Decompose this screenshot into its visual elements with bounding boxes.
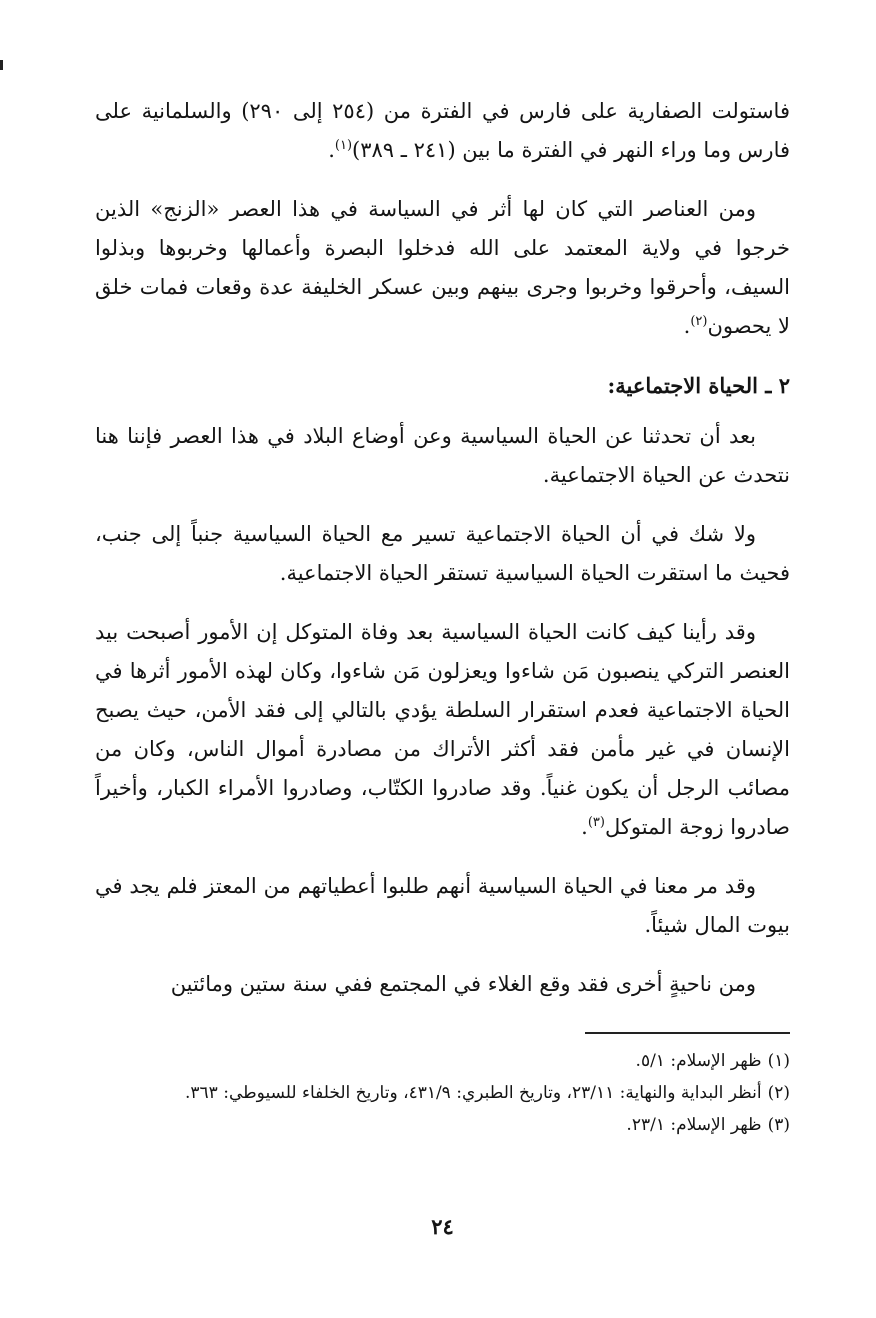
page-number: ٢٤ xyxy=(431,1214,454,1239)
paragraph-5: وقد رأينا كيف كانت الحياة السياسية بعد وفاة المتوكل إن الأمور أصبحت بيد العنصر التركي ينصبون مَن شاءوا ويعزلون مَن شاءوا، وكان لهذه الأمور أثرها في الحياة الاجتماعية فعدم استقرار السلطة يؤدي بالتالي إلى فقد الأمن، حيث يصبح الإنسان في غير مأمن فقد أكثر الأتراك من مصادرة أموال الناس، وكان من مصائب الرجل أن يكون غنياً. وقد صادروا الكتّاب، وصادروا الأمراء الكبار، وأخيراً صادروا زوجة المتوكل$^{(٣)}$. xyxy=(95,620,790,839)
footnote-2 xyxy=(95,1078,790,1108)
footnote-number: (١) xyxy=(767,1051,790,1071)
paragraph-7: ومن ناحيةٍ أخرى فقد وقع الغلاء في المجتمع ففي سنة ستين ومائتين xyxy=(170,972,756,996)
paragraph-3: بعد أن تحدثنا عن الحياة السياسية وعن أوضاع البلاد في هذا العصر فإننا هنا نتحدث عن الحياة الاجتماعية. xyxy=(95,424,790,487)
footnote-text: ظهر الإسلام: ٢٣/١. xyxy=(626,1115,762,1135)
paragraph-4: ولا شك في أن الحياة الاجتماعية تسير مع الحياة السياسية جنباً إلى جنب، فحيث ما استقرت الحياة السياسية تستقر الحياة الاجتماعية. xyxy=(95,522,790,585)
footnote-ref-2[interactable]: (٢) xyxy=(690,314,708,329)
footnote-number: (٣) xyxy=(767,1115,790,1135)
book-page xyxy=(95,92,790,1272)
paragraph-1: فاستولت الصفارية على فارس في الفترة من (٢٥٤ إلى ٢٩٠) والسلمانية على فارس وما وراء النهر في الفترة ما بين (٢٤١ ـ ٣٨٩)$^{(١)}$. xyxy=(95,99,790,162)
paragraph-6: وقد مر معنا في الحياة السياسية أنهم طلبوا أعطياتهم من المعتز فلم يجد في بيوت المال شيئاً. xyxy=(95,874,790,937)
footnote-text: ظهر الإسلام: ٥/١. xyxy=(635,1051,762,1071)
footnote-ref-1[interactable]: (١) xyxy=(334,138,353,153)
footnote-ref-3[interactable]: (٣) xyxy=(587,815,605,830)
footnote-3 xyxy=(95,1110,790,1140)
scan-edge-mark xyxy=(0,60,3,70)
footnote-number: (٢) xyxy=(767,1083,790,1103)
footnotes-section xyxy=(95,1046,790,1142)
section-heading: ٢ ـ الحياة الاجتماعية: xyxy=(607,373,790,398)
paragraph-2: ومن العناصر التي كان لها أثر في السياسة في هذا العصر «الزنج» الذين خرجوا في ولاية المعتمد على الله فدخلوا البصرة وأعمالها وخربوها وبذلوا السيف، وأحرقوا وخربوا وجرى بينهم وبين عسكر الخليفة عدة وقعات فمات خلق لا يحصون$^{(٢)}$. xyxy=(95,197,790,338)
footnote-divider xyxy=(585,1032,790,1034)
footnote-1 xyxy=(95,1046,790,1076)
footnote-text: أنظر البداية والنهاية: ٢٣/١١، وتاريخ الطبري: ٤٣١/٩، وتاريخ الخلفاء للسيوطي: ٣٦٣. xyxy=(185,1083,762,1103)
